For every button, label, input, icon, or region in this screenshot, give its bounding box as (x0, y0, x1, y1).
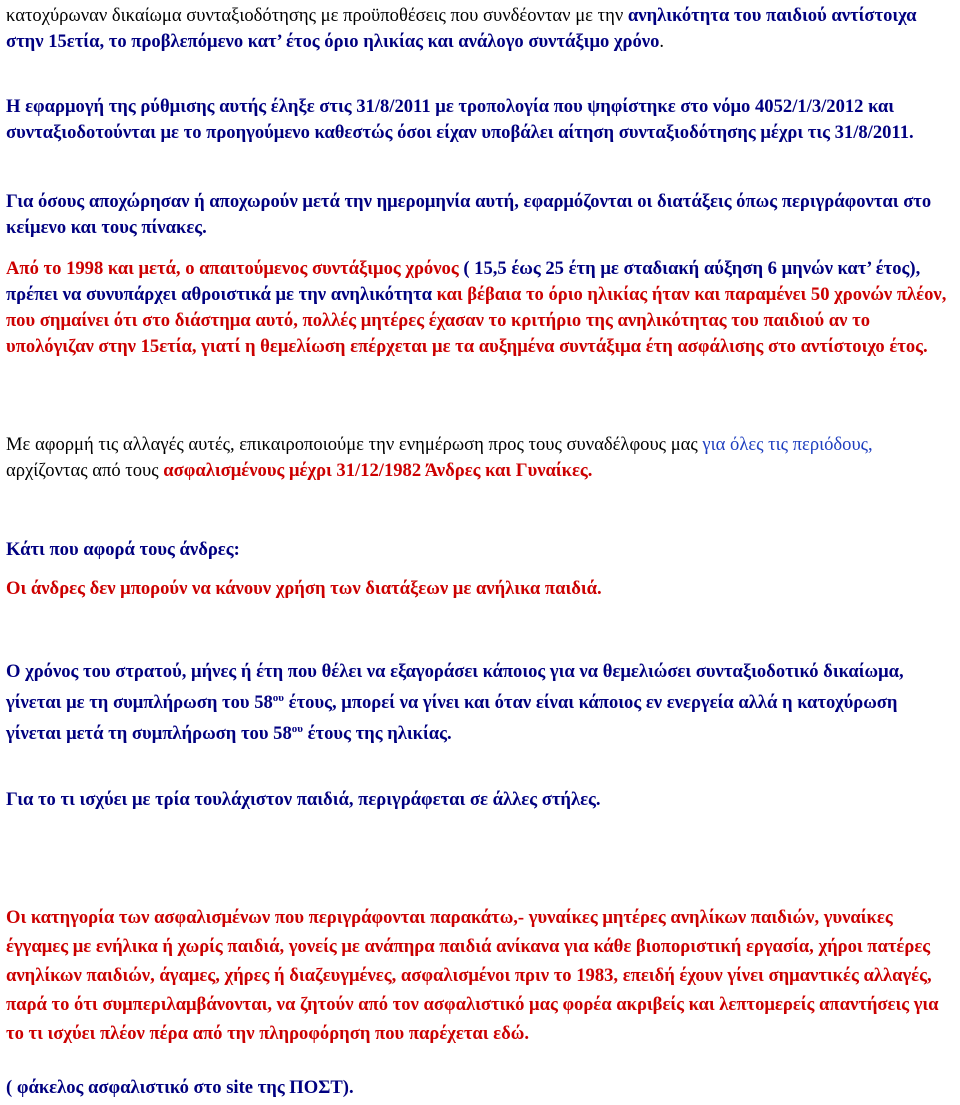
paragraph-after-date: Για όσους αποχώρησαν ή αποχωρούν μετά την ημερομηνία αυτή, εφαρμόζονται οι διατάξεις όπως περιγράφονται στο κείμενο και τους πίνακες. (6, 191, 932, 238)
text-run: Ο χρόνος του στρατού, μήνες ή έτη που θέλει να εξαγοράσει κάποιος για να θεμελιώσει συνταξιοδοτικό δικαίωμα, γίνεται με τη συμπλήρωση του 58 (6, 661, 904, 713)
highlighted-text: Από το 1998 και μετά, ο απαιτούμενος συντάξιμος χρόνος (6, 258, 459, 279)
paragraph-regulation-expiry: Η εφαρμογή της ρύθμισης αυτής έληξε στις 31/8/2011 με τροπολογία που ψηφίστηκε στο νόμο 4052/1/3/2012 και συνταξιοδοτούνται με το προηγούμενο καθεστώς όσοι είχαν υποβάλει αίτηση συνταξιοδότησης μέχρι τις 31/8/2011. (6, 96, 914, 143)
text-run: κατοχύρωναν δικαίωμα συνταξιοδότησης με προϋποθέσεις που συνδέονταν με την (6, 5, 628, 26)
paragraph-update-notice (6, 432, 956, 484)
text-run: αρχίζοντας από τους (6, 460, 164, 481)
paragraph-custody-conditions (6, 3, 956, 55)
paragraph-military-service (6, 656, 956, 749)
highlighted-text: για όλες τις περιόδους, (702, 434, 873, 455)
highlighted-text: και βέβαια το όριο ηλικίας ήταν και παραμένει 50 χρονών πλέον, που σημαίνει ότι στο διάστημα αυτό, πολλές μητέρες έχασαν το κριτήριο της ανηλικότητας του παιδιού αν το υπολόγιζαν στην 15ετία, γιατί η θεμελίωση επέρχεται με τα αυξημένα συντάξιμα έτη ασφάλισης στο αντίστοιχο έτος. (6, 284, 947, 357)
highlighted-text: ανηλικότητα του παιδιού αντίστοιχα στην 15ετία, το προβλεπόμενο κατ’ έτος όριο ηλικίας και ανάλογο συντάξιμο χρόνο (6, 5, 917, 52)
text-run: έτους της ηλικίας. (302, 723, 452, 744)
highlighted-text: ασφαλισμένους μέχρι 31/12/1982 Άνδρες και Γυναίκες. (163, 460, 593, 481)
superscript: ου (291, 722, 303, 735)
paragraph-three-children: Για το τι ισχύει με τρία τουλάχιστον παιδιά, περιγράφεται σε άλλες στήλες. (6, 789, 601, 810)
superscript: ου (272, 691, 285, 704)
paragraph-since-1998 (6, 256, 956, 360)
text-run: ( 15,5 έως 25 έτη με σταδιακή αύξηση 6 μηνών κατ’ έτος), πρέπει να συνυπάρχει αθροιστικά με την ανηλικότητα (6, 258, 921, 305)
paragraph-folder-reference: ( φάκελος ασφαλιστικό στο site της ΠΟΣΤ). (6, 1077, 354, 1098)
text-run: έτους, μπορεί να γίνει και όταν είναι κάποιος εν ενεργεία αλλά η κατοχύρωση γίνεται μετά τη συμπλήρωση του 58 (6, 692, 898, 744)
text-run: . (659, 31, 665, 52)
paragraph-categories: Οι κατηγορία των ασφαλισμένων που περιγράφονται παρακάτω,- γυναίκες μητέρες ανηλίκων παιδιών, γυναίκες έγγαμες με ενήλικα ή χωρίς παιδιά, γονείς με ανάπηρα παιδιά ανίκανα για κάθε βιοποριστική εργασία, χήροι πατέρες ανηλίκων παιδιών, άγαμες, χήρες ή διαζευγμένες, ασφαλισμένοι πριν το 1983, επειδή έχουν γίνει σημαντικές αλλαγές, παρά το ότι συμπεριλαμβάνονται, να ζητούν από τον ασφαλιστικό μας φορέα ακριβείς και λεπτομερείς απαντήσεις για το τι ισχύει πλέον πέρα από την πληροφόρηση που παρέχεται εδώ. (6, 907, 939, 1044)
paragraph-men-rule: Οι άνδρες δεν μπορούν να κάνουν χρήση των διατάξεων με ανήλικα παιδιά. (6, 578, 602, 599)
text-run: Με αφορμή τις αλλαγές αυτές, επικαιροποιούμε την ενημέρωση προς τους συναδέλφους μας (6, 434, 703, 455)
heading-men: Κάτι που αφορά τους άνδρες: (6, 539, 240, 560)
